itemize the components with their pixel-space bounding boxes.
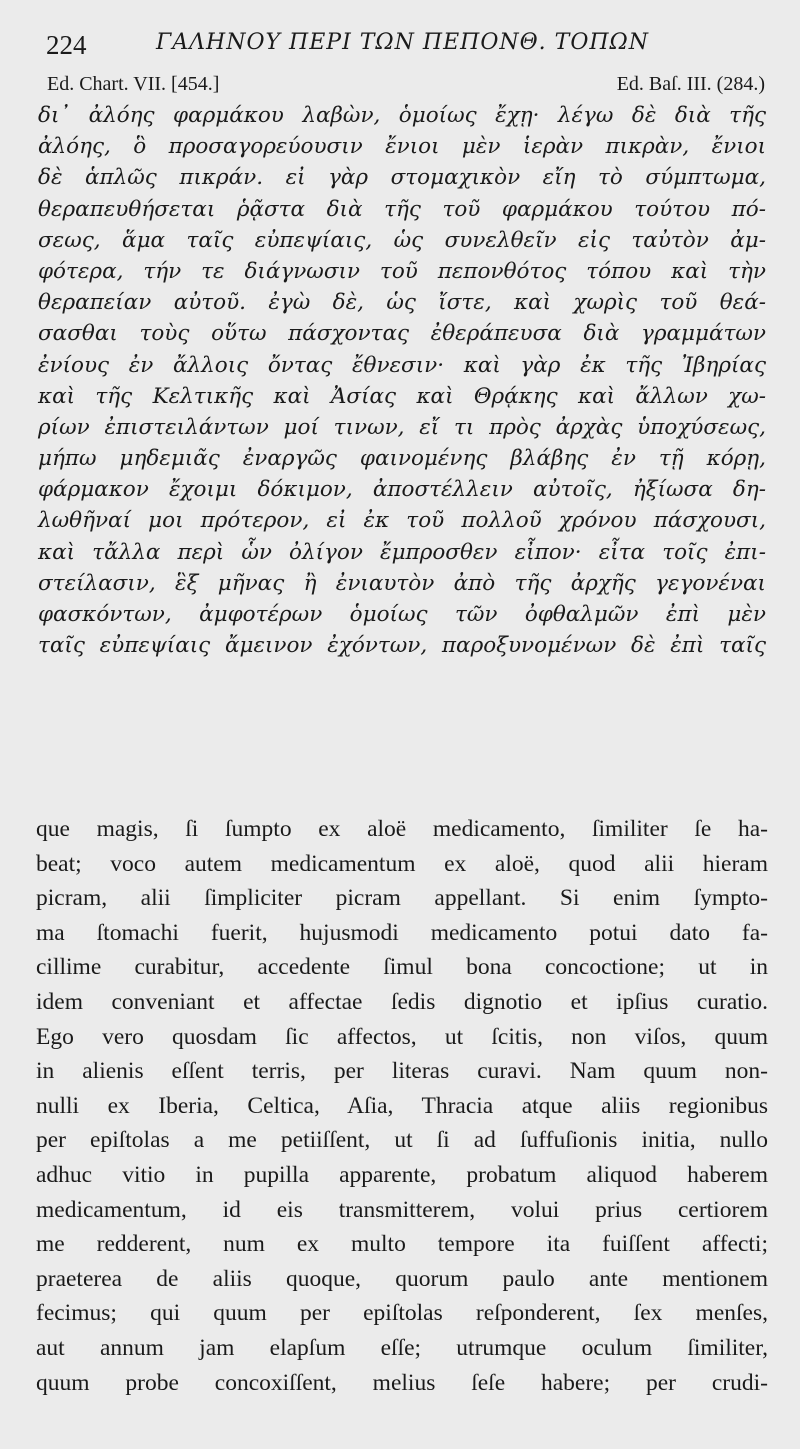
latin-text-line: Ego vero quosdam ſic affectos, ut ſcitis, non viſos, quum — [36, 1023, 768, 1050]
latin-text-line: cillime curabitur, accedente ſimul bona concoctione; ut in — [36, 954, 768, 981]
running-title: ΓΑΛΗΝΟΥ ΠΕΡΙ ΤΩΝ ΠΕΠΟΝΘ. ΤΟΠΩΝ — [156, 30, 650, 55]
greek-text-line: φότερα, τήν τε διάγνωσιν τοῦ πεπονθότος τόπου καὶ τὴν — [38, 258, 766, 284]
latin-text-line: adhuc vitio in pupilla apparente, probatum aliquod haberem — [36, 1161, 768, 1188]
latin-text-line: me redderent, num ex multo tempore ita fuiſſent affecti; — [36, 1231, 768, 1258]
latin-text-line: quum probe concoxiſſent, melius ſeſe habere; per crudi- — [36, 1369, 768, 1396]
greek-text-line: φασκόντων, ἀμφοτέρων ὁμοίως τῶν ὀφθαλμῶν ἐπὶ μὲν — [38, 602, 766, 627]
greek-text-line: ταῖς εὐπεψίαις ἄμεινον ἐχόντων, παροξυνομένων δὲ ἐπὶ ταῖς — [38, 633, 766, 659]
latin-text-line: ma ſtomachi fuerit, hujusmodi medicamento potui dato fa- — [36, 919, 768, 946]
greek-text-line: καὶ τῆς Κελτικῆς καὶ Ἀσίας καὶ Θρᾴκης καὶ ἄλλων χω- — [38, 383, 766, 409]
greek-text-line: στείλασιν, ἓξ μῆνας ἢ ἐνιαυτὸν ἀπὸ τῆς ἀρχῆς γεγονέναι — [38, 570, 766, 596]
page-number: 224 — [46, 30, 87, 60]
running-head — [40, 30, 760, 64]
greek-text-block — [38, 100, 766, 661]
greek-text-line: φάρμακον ἔχοιμι δόκιμον, ἀποστέλλειν αὐτοῖς, ἠξίωσα δη- — [38, 477, 766, 503]
latin-text-line: fecimus; qui quum per epiſtolas reſponderent, ſex menſes, — [36, 1300, 768, 1327]
edition-reference-chartier: Ed. Chart. VII. [454.] — [47, 73, 220, 95]
greek-text-line: δι᾽ ἀλόης φαρμάκου λαβὼν, ὁμοίως ἔχῃ· λέγω δὲ διὰ τῆς — [38, 103, 766, 128]
latin-text-line: nulli ex Iberia, Celtica, Aſia, Thracia atque aliis regionibus — [36, 1092, 768, 1119]
edition-reference-line — [40, 73, 765, 99]
latin-text-line: que magis, ſi ſumpto ex aloë medicamento, ſimiliter ſe ha- — [36, 816, 768, 842]
greek-text-line: δὲ ἁπλῶς πικράν. εἰ γὰρ στομαχικὸν εἴη τὸ σύμπτωμα, — [38, 165, 766, 191]
latin-text-line: picram, alii ſimpliciter picram appellant. Si enim ſympto- — [36, 885, 768, 912]
greek-text-line: καὶ τἄλλα περὶ ὧν ὀλίγον ἔμπροσθεν εἶπον· εἶτα τοῖς ἐπι- — [38, 539, 766, 565]
greek-text-line: ἀλόης, ὃ προσαγορεύουσιν ἔνιοι μὲν ἱερὰν πικρὰν, ἔνιοι — [38, 134, 766, 160]
greek-text-line: σασθαι τοὺς οὕτω πάσχοντας ἐθεράπευσα διὰ γραμμάτων — [38, 321, 766, 347]
latin-text-line: per epiſtolas a me petiiſſent, ut ſi ad ſuffuſionis initia, nullo — [36, 1127, 768, 1154]
latin-text-line: in alienis eſſent terris, per literas curavi. Nam quum non- — [36, 1058, 768, 1085]
latin-text-line: aut annum jam elapſum eſſe; utrumque oculum ſimiliter, — [36, 1334, 768, 1361]
greek-text-line: λωθῆναί μοι πρότερον, εἰ ἐκ τοῦ πολλοῦ χρόνου πάσχουσι, — [38, 508, 766, 534]
edition-reference-basel: Ed. Baſ. III. (284.) — [616, 73, 765, 95]
greek-text-line: μήπω μηδεμιᾶς ἐναργῶς φαινομένης βλάβης ἐν τῇ κόρῃ, — [38, 446, 766, 472]
greek-text-line: ἐνίους ἐν ἄλλοις ὄντας ἔθνεσιν· καὶ γὰρ ἐκ τῆς Ἰβηρίας — [38, 352, 766, 378]
greek-text-line: θεραπευθήσεται ῥᾷστα διὰ τῆς τοῦ φαρμάκου τούτου πό- — [38, 196, 766, 222]
latin-text-line: medicamentum, id eis transmitterem, volui prius certiorem — [36, 1196, 768, 1223]
latin-text-line: idem conveniant et affectae ſedis dignotio et ipſius curatio. — [36, 988, 768, 1015]
latin-text-block — [36, 812, 768, 1400]
greek-text-line: ρίων ἐπιστειλάντων μοί τινων, εἴ τι πρὸς ἀρχὰς ὑποχύσεως, — [38, 414, 766, 440]
greek-text-line: σεως, ἅμα ταῖς εὐπεψίαις, ὡς συνελθεῖν εἰς ταὐτὸν ἀμ- — [38, 227, 766, 253]
latin-text-line: praeterea de aliis quoque, quorum paulo ante mentionem — [36, 1265, 768, 1292]
latin-text-line: beat; voco autem medicamentum ex aloë, quod alii hieram — [36, 850, 768, 877]
greek-text-line: θεραπείαν αὐτοῦ. ἐγὼ δὲ, ὡς ἴστε, καὶ χωρὶς τοῦ θεά- — [38, 290, 766, 316]
